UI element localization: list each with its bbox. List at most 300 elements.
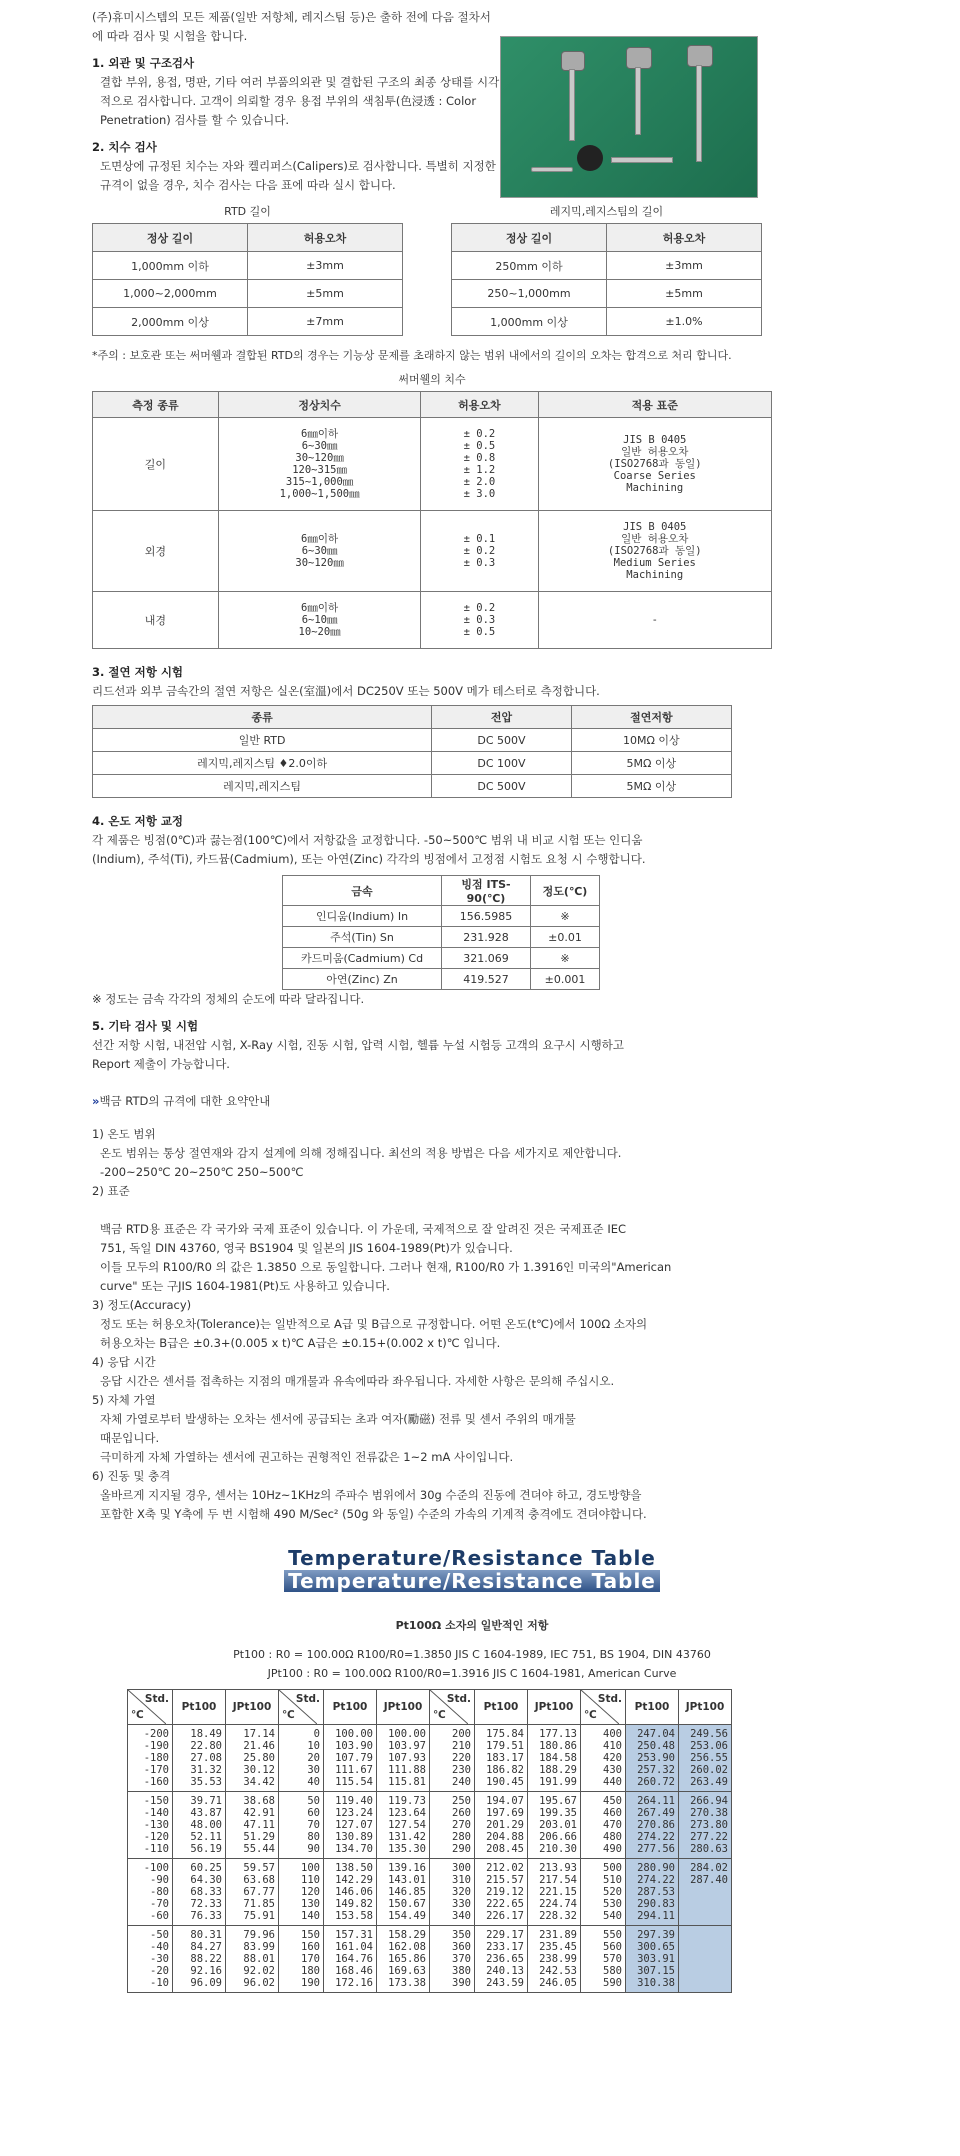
cell: ±5mm bbox=[248, 280, 403, 308]
value: 60.25 bbox=[190, 1862, 222, 1874]
value: 168.46 bbox=[335, 1965, 373, 1977]
sec2-body: 도면상에 규정된 치수는 자와 켈리퍼스(Calipers)로 검사합니다. 특별히 지정한 규격이 없을 경우, 치수 검사는 다음 표에 따라 실시 합니다. bbox=[100, 159, 496, 192]
value: 184.58 bbox=[539, 1752, 577, 1764]
value: 153.58 bbox=[335, 1910, 373, 1922]
cell-line: 6~30㎜ bbox=[301, 545, 338, 557]
cell-line: 30~120㎜ bbox=[295, 452, 344, 464]
value: 191.99 bbox=[539, 1776, 577, 1788]
table-title: Temperature/Resistance Table bbox=[288, 1546, 656, 1570]
value: 270 bbox=[452, 1819, 471, 1831]
value: -50 bbox=[150, 1929, 169, 1941]
cell: 주석(Tin) Sn bbox=[283, 927, 442, 948]
cell-line: - bbox=[651, 614, 658, 626]
value: 210.30 bbox=[539, 1843, 577, 1855]
jpt100-cell bbox=[679, 1725, 732, 1792]
value: -180 bbox=[143, 1752, 169, 1764]
sec2-title: 2. 치수 검사 bbox=[92, 140, 157, 154]
value: 263.49 bbox=[690, 1776, 728, 1788]
value: 284.02 bbox=[690, 1862, 728, 1874]
summary-item-line: 자체 가열로부터 발생하는 오차는 센서에 공급되는 초과 여자(勵磁) 전류 및 센서 주위의 매개물 bbox=[100, 1412, 576, 1426]
value: 190 bbox=[301, 1977, 320, 1989]
value: 273.80 bbox=[690, 1819, 728, 1831]
cell: DC 500V bbox=[432, 729, 572, 752]
value: 138.50 bbox=[335, 1862, 373, 1874]
value: 30.12 bbox=[243, 1764, 275, 1776]
value: -10 bbox=[150, 1977, 169, 1989]
temp-cell bbox=[279, 1926, 324, 1993]
value: 71.85 bbox=[243, 1898, 275, 1910]
cable bbox=[531, 167, 573, 172]
value: 500 bbox=[603, 1862, 622, 1874]
value: 229.17 bbox=[486, 1929, 524, 1941]
value: 222.65 bbox=[486, 1898, 524, 1910]
value: 165.86 bbox=[388, 1953, 426, 1965]
sensor-rod-1 bbox=[569, 69, 575, 141]
value: 188.29 bbox=[539, 1764, 577, 1776]
value: 107.79 bbox=[335, 1752, 373, 1764]
cell-line: (ISO2768과 동일) bbox=[607, 545, 702, 557]
arrow-icon: » bbox=[92, 1094, 100, 1108]
value: 169.63 bbox=[388, 1965, 426, 1977]
std-label: Std. bbox=[295, 1693, 320, 1705]
cell-line: 315~1,000㎜ bbox=[285, 476, 354, 488]
temp-cell bbox=[581, 1725, 626, 1792]
value: 84.27 bbox=[190, 1941, 222, 1953]
value: 120 bbox=[301, 1886, 320, 1898]
cell: ±5mm bbox=[607, 280, 762, 308]
value: 119.40 bbox=[335, 1795, 373, 1807]
cell-line: 일반 허용오차 bbox=[621, 446, 689, 458]
value: 257.32 bbox=[637, 1764, 675, 1776]
summary-heading bbox=[92, 1092, 852, 1111]
summary-list bbox=[92, 1125, 742, 1524]
value: 51.29 bbox=[243, 1831, 275, 1843]
value: 27.08 bbox=[190, 1752, 222, 1764]
jpt100-cell bbox=[226, 1725, 279, 1792]
cell-line: 30~120㎜ bbox=[295, 557, 344, 569]
std-unit-header bbox=[581, 1690, 626, 1725]
cell-line: 1,000~1,500㎜ bbox=[279, 488, 360, 500]
cell: ※ bbox=[531, 948, 600, 969]
value: 221.15 bbox=[539, 1886, 577, 1898]
summary-item-head: 1) 온도 범위 bbox=[92, 1127, 156, 1141]
value: 18.49 bbox=[190, 1728, 222, 1740]
value: 50 bbox=[307, 1795, 320, 1807]
value: 115.81 bbox=[388, 1776, 426, 1788]
flange-disc bbox=[577, 145, 603, 171]
value: 590 bbox=[603, 1977, 622, 1989]
value: 59.57 bbox=[243, 1862, 275, 1874]
length-tables bbox=[92, 197, 852, 336]
col-header: 정상 길이 bbox=[452, 224, 607, 252]
summary-item-head: 4) 응답 시간 bbox=[92, 1355, 156, 1369]
value: 203.01 bbox=[539, 1819, 577, 1831]
cell-line: (ISO2768과 동일) bbox=[607, 458, 702, 470]
value: 56.19 bbox=[190, 1843, 222, 1855]
value: -90 bbox=[150, 1874, 169, 1886]
cell-line: JIS B 0405 bbox=[623, 521, 687, 533]
value: 238.99 bbox=[539, 1953, 577, 1965]
std-unit-header bbox=[128, 1690, 173, 1725]
value: -20 bbox=[150, 1965, 169, 1977]
cell: 1,000~2,000mm bbox=[93, 280, 248, 308]
col-header: 전압 bbox=[432, 706, 572, 729]
value: 253.90 bbox=[637, 1752, 675, 1764]
thermowell-dims-cell bbox=[218, 418, 421, 511]
value: 246.05 bbox=[539, 1977, 577, 1989]
summary-item-line: 올바르게 지지될 경우, 센서는 10Hz~1KHz의 주파수 범위에서 30g 수준의 진동에 견뎌야 하고, 경도방향을 bbox=[100, 1488, 642, 1502]
value: 31.32 bbox=[190, 1764, 222, 1776]
value: 146.85 bbox=[388, 1886, 426, 1898]
value: 360 bbox=[452, 1941, 471, 1953]
rtd-length-block bbox=[92, 197, 403, 336]
sensor-head-2 bbox=[626, 47, 652, 69]
value: 88.01 bbox=[243, 1953, 275, 1965]
value: 236.65 bbox=[486, 1953, 524, 1965]
value: 224.74 bbox=[539, 1898, 577, 1910]
cell: DC 100V bbox=[432, 752, 572, 775]
value: 490 bbox=[603, 1843, 622, 1855]
pt100-cell bbox=[324, 1792, 377, 1859]
pt100-cell bbox=[324, 1725, 377, 1792]
cell: ※ bbox=[531, 906, 600, 927]
value: 158.29 bbox=[388, 1929, 426, 1941]
thermowell-dims-cell bbox=[218, 592, 421, 649]
value: 111.88 bbox=[388, 1764, 426, 1776]
value: 420 bbox=[603, 1752, 622, 1764]
col-header: 종류 bbox=[93, 706, 432, 729]
thermowell-kind-cell: 외경 bbox=[93, 511, 219, 592]
value: -190 bbox=[143, 1740, 169, 1752]
thermowell-table bbox=[92, 391, 772, 649]
temp-cell bbox=[128, 1926, 173, 1993]
temp-cell bbox=[128, 1859, 173, 1926]
resistim-length-table bbox=[451, 223, 762, 336]
value: 130 bbox=[301, 1898, 320, 1910]
value bbox=[682, 1910, 728, 1922]
sec4-title: 4. 온도 저항 교정 bbox=[92, 814, 184, 828]
temp-cell bbox=[279, 1792, 324, 1859]
value bbox=[682, 1898, 728, 1910]
col-header: 허용오차 bbox=[607, 224, 762, 252]
std-label: Std. bbox=[144, 1693, 169, 1705]
value bbox=[682, 1886, 728, 1898]
value: 92.16 bbox=[190, 1965, 222, 1977]
value: 280.63 bbox=[690, 1843, 728, 1855]
value: 72.33 bbox=[190, 1898, 222, 1910]
cell: ±0.01 bbox=[531, 927, 600, 948]
value: 35.53 bbox=[190, 1776, 222, 1788]
value: 277.56 bbox=[637, 1843, 675, 1855]
cell: 아연(Zinc) Zn bbox=[283, 969, 442, 990]
cell: 10MΩ 이상 bbox=[571, 729, 731, 752]
value: -40 bbox=[150, 1941, 169, 1953]
col-header: 측정 종류 bbox=[93, 392, 219, 418]
value: 470 bbox=[603, 1819, 622, 1831]
value: 111.67 bbox=[335, 1764, 373, 1776]
jpt100-cell bbox=[377, 1926, 430, 1993]
cell-line: 일반 허용오차 bbox=[621, 533, 689, 545]
pt100-cell bbox=[475, 1725, 528, 1792]
summary-item-line: 백금 RTD용 표준은 각 국가와 국제 표준이 있습니다. 이 가운데, 국제적으로 잘 알려진 것은 국제표준 IEC bbox=[100, 1222, 627, 1236]
pt100-cell bbox=[626, 1792, 679, 1859]
jpt100-cell bbox=[528, 1792, 581, 1859]
value: 55.44 bbox=[243, 1843, 275, 1855]
thermowell-tol-cell bbox=[421, 511, 538, 592]
value: 143.01 bbox=[388, 1874, 426, 1886]
value: 170 bbox=[301, 1953, 320, 1965]
table-row bbox=[93, 592, 772, 649]
value: -150 bbox=[143, 1795, 169, 1807]
value: 110 bbox=[301, 1874, 320, 1886]
sec5-body: 선간 저항 시험, 내전압 시험, X-Ray 시험, 진동 시험, 압력 시험, 헬륨 누설 시험등 고객의 요구시 시행하고 Report 제출이 가능합니다. bbox=[92, 1038, 624, 1071]
col-header: JPt100 bbox=[377, 1690, 430, 1725]
value: 80 bbox=[307, 1831, 320, 1843]
summary-item-line: 정도 또는 허용오차(Tolerance)는 일반적으로 A급 및 B급으로 규정합니다. 어떤 온도(t℃)에서 100Ω 소자의 bbox=[100, 1317, 648, 1331]
value: 60 bbox=[307, 1807, 320, 1819]
jpt100-cell bbox=[679, 1792, 732, 1859]
value: 310 bbox=[452, 1874, 471, 1886]
thermowell-tol-cell bbox=[421, 418, 538, 511]
value: 186.82 bbox=[486, 1764, 524, 1776]
insulation-table bbox=[92, 705, 732, 798]
value: 38.68 bbox=[243, 1795, 275, 1807]
sensor-rod-2 bbox=[635, 67, 641, 135]
value: 300 bbox=[452, 1862, 471, 1874]
value: 240.13 bbox=[486, 1965, 524, 1977]
value: 240 bbox=[452, 1776, 471, 1788]
rtd-length-table bbox=[92, 223, 403, 336]
value: 48.00 bbox=[190, 1819, 222, 1831]
value: 440 bbox=[603, 1776, 622, 1788]
jpt100-cell bbox=[679, 1926, 732, 1993]
value bbox=[682, 1965, 728, 1977]
value: 226.17 bbox=[486, 1910, 524, 1922]
col-header: Pt100 bbox=[626, 1690, 679, 1725]
summary-item-line: 751, 독일 DIN 43760, 영국 BS1904 및 일본의 JIS 1604-1989(Pt)가 있습니다. bbox=[100, 1241, 513, 1255]
resistance-table bbox=[127, 1689, 732, 1993]
value: 280.90 bbox=[637, 1862, 675, 1874]
pt100-cell bbox=[173, 1926, 226, 1993]
value: 197.69 bbox=[486, 1807, 524, 1819]
cell-line: Machining bbox=[626, 569, 684, 581]
value: -160 bbox=[143, 1776, 169, 1788]
cell-line: 6㎜이하 bbox=[301, 602, 339, 614]
value: 194.07 bbox=[486, 1795, 524, 1807]
value: 195.67 bbox=[539, 1795, 577, 1807]
value: 42.91 bbox=[243, 1807, 275, 1819]
col-header: 적용 표준 bbox=[538, 392, 771, 418]
value: 88.22 bbox=[190, 1953, 222, 1965]
value: 131.42 bbox=[388, 1831, 426, 1843]
value: 249.56 bbox=[690, 1728, 728, 1740]
value: 177.13 bbox=[539, 1728, 577, 1740]
table-row bbox=[93, 418, 772, 511]
table-row bbox=[93, 511, 772, 592]
summary-item-line: 허용오차는 B급은 ±0.3+(0.005 x t)℃ A급은 ±0.15+(0.002 x t)℃ 입니다. bbox=[100, 1336, 501, 1350]
jpt100-cell bbox=[377, 1859, 430, 1926]
value: 96.09 bbox=[190, 1977, 222, 1989]
value: 217.54 bbox=[539, 1874, 577, 1886]
cell-line: Medium Series bbox=[613, 557, 696, 569]
value: 287.53 bbox=[637, 1886, 675, 1898]
value: 149.82 bbox=[335, 1898, 373, 1910]
temp-cell bbox=[581, 1859, 626, 1926]
col-header: 절연저항 bbox=[571, 706, 731, 729]
value: 580 bbox=[603, 1965, 622, 1977]
value bbox=[682, 1929, 728, 1941]
value: 140 bbox=[301, 1910, 320, 1922]
jpt100-cell bbox=[679, 1859, 732, 1926]
value: 230 bbox=[452, 1764, 471, 1776]
value: 290.83 bbox=[637, 1898, 675, 1910]
unit-label: ℃ bbox=[131, 1709, 144, 1721]
sec3-body: 리드선과 외부 금속간의 절연 저항은 실온(室溫)에서 DC250V 또는 500V 메가 테스터로 측정합니다. bbox=[92, 684, 600, 698]
value: 123.24 bbox=[335, 1807, 373, 1819]
pt100-cell bbox=[173, 1792, 226, 1859]
value: 100 bbox=[301, 1862, 320, 1874]
summary-item-line: curve" 또는 구JIS 1604-1981(Pt)도 사용하고 있습니다. bbox=[100, 1279, 390, 1293]
value: 231.89 bbox=[539, 1929, 577, 1941]
pt100-cell bbox=[475, 1859, 528, 1926]
cell-line: Machining bbox=[626, 482, 684, 494]
pt100-cell bbox=[324, 1926, 377, 1993]
thermowell-caption: 써머웰의 치수 bbox=[398, 373, 466, 386]
value: 220 bbox=[452, 1752, 471, 1764]
value: 340 bbox=[452, 1910, 471, 1922]
temp-cell bbox=[128, 1725, 173, 1792]
cell: 5MΩ 이상 bbox=[571, 752, 731, 775]
value: 67.77 bbox=[243, 1886, 275, 1898]
cell-line: ± 0.1 bbox=[463, 533, 496, 545]
unit-label: ℃ bbox=[584, 1709, 597, 1721]
summary-item-head: 5) 자체 가열 bbox=[92, 1393, 156, 1407]
jpt100-cell bbox=[226, 1792, 279, 1859]
value: 68.33 bbox=[190, 1886, 222, 1898]
temp-cell bbox=[279, 1859, 324, 1926]
pt100-cell bbox=[475, 1926, 528, 1993]
value: 287.40 bbox=[690, 1874, 728, 1886]
value bbox=[682, 1941, 728, 1953]
value: 510 bbox=[603, 1874, 622, 1886]
value bbox=[682, 1953, 728, 1965]
temp-cell bbox=[430, 1926, 475, 1993]
sec4-body: 각 제품은 빙점(0℃)과 끓는점(100℃)에서 저항값을 교정합니다. -50~500℃ 범위 내 비교 시험 또는 인디움(Indium), 주석(Ti), 카드뮴(Cadmium), 또는 아연(Zinc) 각각의 빙점에서 고정점 시험도 요청 시 수행합니다. bbox=[92, 833, 646, 866]
col-header: 정도(℃) bbox=[531, 876, 600, 906]
value: 320 bbox=[452, 1886, 471, 1898]
value: 200 bbox=[452, 1728, 471, 1740]
cell: 156.5985 bbox=[442, 906, 531, 927]
value: 260.72 bbox=[637, 1776, 675, 1788]
summary-item-line bbox=[100, 1201, 742, 1220]
value: 520 bbox=[603, 1886, 622, 1898]
jpt100-cell bbox=[528, 1859, 581, 1926]
cell-line: ± 0.2 bbox=[463, 428, 496, 440]
temp-cell bbox=[279, 1725, 324, 1792]
cell: ±3mm bbox=[607, 252, 762, 280]
cell-line: ± 0.5 bbox=[463, 440, 496, 452]
cell-line: 120~315㎜ bbox=[292, 464, 347, 476]
value: 206.66 bbox=[539, 1831, 577, 1843]
value: 247.04 bbox=[637, 1728, 675, 1740]
value: 267.49 bbox=[637, 1807, 675, 1819]
value: 180 bbox=[301, 1965, 320, 1977]
cell: 250mm 이하 bbox=[452, 252, 607, 280]
value: 212.02 bbox=[486, 1862, 524, 1874]
value: -140 bbox=[143, 1807, 169, 1819]
value: 274.22 bbox=[637, 1831, 675, 1843]
summary-item-head: 2) 표준 bbox=[92, 1184, 130, 1198]
cell-line: ± 0.2 bbox=[463, 545, 496, 557]
temp-cell bbox=[581, 1792, 626, 1859]
pt100-cell bbox=[173, 1859, 226, 1926]
cell: 인디움(Indium) In bbox=[283, 906, 442, 927]
resistim-length-block bbox=[451, 197, 762, 336]
value: 219.12 bbox=[486, 1886, 524, 1898]
sec1-title: 1. 외관 및 구조검사 bbox=[92, 56, 195, 70]
cell: 일반 RTD bbox=[93, 729, 432, 752]
value: 270.38 bbox=[690, 1807, 728, 1819]
value: 183.17 bbox=[486, 1752, 524, 1764]
value: 310.38 bbox=[637, 1977, 675, 1989]
value: 550 bbox=[603, 1929, 622, 1941]
cell-line: ± 2.0 bbox=[463, 476, 496, 488]
value: 146.06 bbox=[335, 1886, 373, 1898]
value: 115.54 bbox=[335, 1776, 373, 1788]
value: 274.22 bbox=[637, 1874, 675, 1886]
value: -100 bbox=[143, 1862, 169, 1874]
col-header: JPt100 bbox=[528, 1690, 581, 1725]
pt100-cell bbox=[626, 1725, 679, 1792]
sensor-rod-3 bbox=[696, 65, 702, 162]
cell-line: 6㎜이하 bbox=[301, 533, 339, 545]
pt100-cell bbox=[626, 1926, 679, 1993]
sec4-note: ※ 정도는 금속 각각의 정체의 순도에 따라 달라집니다. bbox=[92, 992, 365, 1006]
rt-subtitle: Pt100Ω 소자의 일반적인 저항 bbox=[395, 1619, 549, 1632]
value: 25.80 bbox=[243, 1752, 275, 1764]
table-title-block bbox=[182, 1546, 762, 1592]
value: 410 bbox=[603, 1740, 622, 1752]
value: -30 bbox=[150, 1953, 169, 1965]
summary-item-line: -200~250℃ 20~250℃ 250~500℃ bbox=[100, 1165, 304, 1179]
cell-line: ± 0.3 bbox=[463, 557, 496, 569]
value: 127.07 bbox=[335, 1819, 373, 1831]
temp-cell bbox=[430, 1725, 475, 1792]
cell-line: ± 0.2 bbox=[463, 602, 496, 614]
value: -200 bbox=[143, 1728, 169, 1740]
product-photo bbox=[500, 36, 758, 198]
cell-line: Coarse Series bbox=[613, 470, 696, 482]
value: 173.38 bbox=[388, 1977, 426, 1989]
cell: 419.527 bbox=[442, 969, 531, 990]
col-header: JPt100 bbox=[679, 1690, 732, 1725]
value: 243.59 bbox=[486, 1977, 524, 1989]
value: 294.11 bbox=[637, 1910, 675, 1922]
value: 250 bbox=[452, 1795, 471, 1807]
std-unit-header bbox=[279, 1690, 324, 1725]
value: 21.46 bbox=[243, 1740, 275, 1752]
value: 83.99 bbox=[243, 1941, 275, 1953]
value: 139.16 bbox=[388, 1862, 426, 1874]
jpt100-cell bbox=[377, 1725, 430, 1792]
value: -170 bbox=[143, 1764, 169, 1776]
jpt100-cell bbox=[226, 1926, 279, 1993]
sec5-title: 5. 기타 검사 및 시험 bbox=[92, 1019, 199, 1033]
value: 297.39 bbox=[637, 1929, 675, 1941]
value: -130 bbox=[143, 1819, 169, 1831]
cell: 5MΩ 이상 bbox=[571, 775, 731, 798]
col-header: Pt100 bbox=[475, 1690, 528, 1725]
